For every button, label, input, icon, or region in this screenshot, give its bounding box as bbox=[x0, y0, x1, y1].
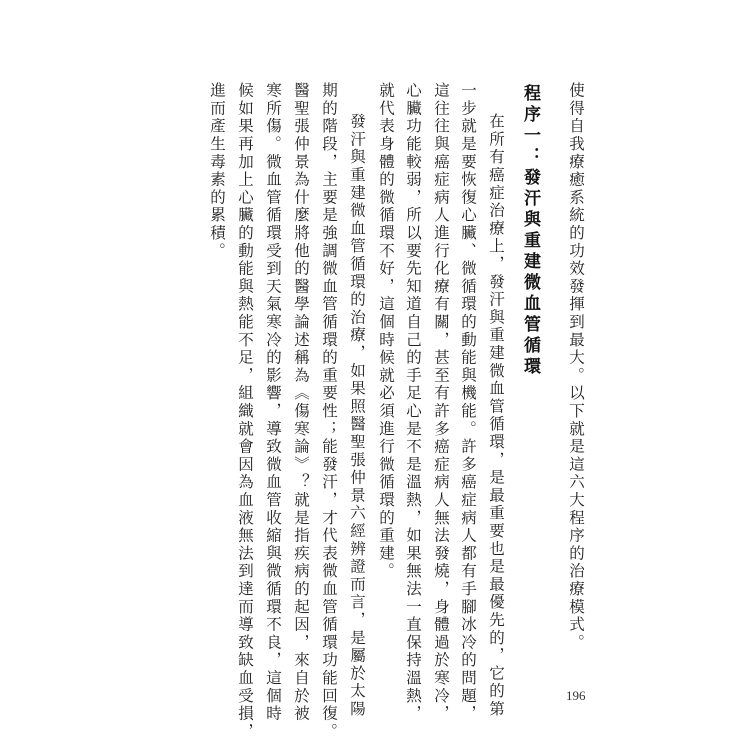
text-column-8: 期的階段，主要是強調微血管循環的重要性；能發汗，才代表微血管循環功能回復。 bbox=[320, 82, 338, 741]
text-column-2: 在所有癌症治療上，發汗與重建微血管循環，是最重要也是最優先的，它的第 bbox=[487, 113, 505, 719]
page-number: 196 bbox=[566, 688, 586, 703]
text-column-1: 使得自我療癒系統的功效發揮到最大。以下就是這六大程序的治療模式。 bbox=[567, 82, 585, 652]
text-column-6: 就代表身體的微循環不好，這個時候就必須進行微循環的重建。 bbox=[377, 82, 395, 581]
text-column-10: 寒所傷。微血管循環受到天氣寒冷的影響，導致微血管收縮與微循環不良，這個時 bbox=[264, 82, 282, 723]
text-column-3: 一步就是要恢復心臟、微循環的動能與機能。許多癌症病人都有手腳冰冷的問題， bbox=[459, 82, 477, 723]
text-column-4: 這往往與癌症病人進行化療有關，甚至有許多癌症病人無法發燒，身體過於寒冷， bbox=[432, 82, 450, 723]
text-column-11: 候如果再加上心臟的動能與熱能不足，組織就會因為血液無法到達而導致缺血受損， bbox=[236, 82, 254, 741]
text-column-5: 心臟功能較弱，所以要先知道自己的手足心是不是溫熱，如果無法一直保持溫熱， bbox=[404, 82, 422, 723]
text-column-7: 發汗與重建微血管循環的治療，如果照醫聖張仲景六經辨證而言，是屬於太陽 bbox=[348, 113, 366, 719]
text-column-12: 進而產生毒素的累積。 bbox=[208, 82, 226, 260]
text-column-9: 醫聖張仲景為什麼將他的醫學論述稱為《傷寒論》？就是指疾病的起因，來自於被 bbox=[292, 82, 310, 723]
section-heading: 程序一：發汗與重建微血管循環 bbox=[520, 84, 540, 378]
